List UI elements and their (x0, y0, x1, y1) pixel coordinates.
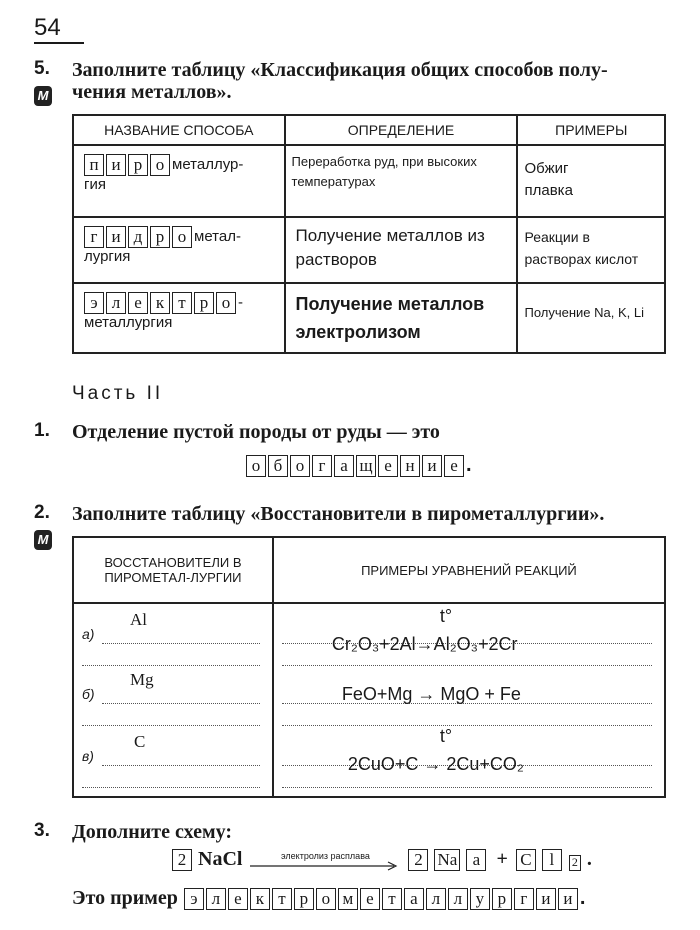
letter-box[interactable]: о (246, 455, 266, 477)
letter-box[interactable]: о (216, 292, 236, 314)
definition-cell[interactable]: Переработка руд, при высоких температурах (285, 145, 518, 217)
metals-methods-table (72, 114, 666, 354)
part2-title: Часть II (72, 383, 164, 404)
header-method-name: НАЗВАНИЕ СПОСОБА (73, 115, 285, 145)
header-reducers: ВОССТАНОВИТЕЛИ В ПИРОМЕТАЛ-ЛУРГИИ (73, 537, 273, 603)
equation[interactable]: FeO+Mg → MgO + Fe (341, 684, 521, 704)
answer-line (82, 644, 260, 666)
coefficient-box[interactable]: 2 (172, 849, 192, 871)
reducer-value[interactable]: Mg (130, 670, 154, 689)
letter-box[interactable]: и (536, 888, 556, 910)
letter-box[interactable]: э (184, 888, 204, 910)
letter-box[interactable]: м (338, 888, 358, 910)
task1-period: . (466, 454, 472, 476)
letter-box[interactable]: р (294, 888, 314, 910)
task2-text: Заполните таблицу «Восстановители в пирометаллургии». (72, 503, 605, 525)
task3-number: 3. (34, 820, 50, 841)
task5-text-line2: чения металлов». (72, 81, 232, 103)
letter-box[interactable]: Na (434, 849, 460, 871)
letter-box[interactable]: р (492, 888, 512, 910)
answer-line (282, 704, 652, 726)
letter-box[interactable]: д (128, 226, 148, 248)
reducers-cell (73, 603, 273, 797)
answer-line (282, 766, 652, 788)
letter-box[interactable]: р (128, 154, 148, 176)
letter-box[interactable]: а (404, 888, 424, 910)
method-cell (73, 283, 285, 353)
answer-line (102, 622, 260, 644)
reducer-row (82, 670, 264, 730)
equation-row (282, 670, 656, 730)
letter-box[interactable]: е (228, 888, 248, 910)
reaction-scheme (172, 848, 592, 871)
row-letter: в) (82, 748, 94, 764)
reducers-table (72, 536, 666, 798)
letter-box[interactable]: a (466, 849, 486, 871)
reducer-value[interactable]: C (134, 732, 146, 751)
table-row (73, 145, 665, 217)
letter-box[interactable]: и (106, 226, 126, 248)
answer-line (102, 744, 260, 766)
letter-box[interactable]: р (150, 226, 170, 248)
method-suffix: металлур- (172, 155, 244, 173)
arrow-label: электролиз расплава (281, 851, 370, 861)
letter-box[interactable]: и (558, 888, 578, 910)
letter-box[interactable]: о (150, 154, 170, 176)
header-examples: ПРИМЕРЫ (517, 115, 665, 145)
definition-cell[interactable]: Получение металлов электролизом (285, 283, 518, 353)
letter-box[interactable]: л (106, 292, 126, 314)
letter-box[interactable]: т (272, 888, 292, 910)
method-cell (73, 217, 285, 283)
example-cell[interactable]: Реакции в растворах кислот (517, 217, 665, 283)
letter-box[interactable]: к (150, 292, 170, 314)
reaction-arrow (250, 851, 400, 871)
page-number: 54 (34, 14, 61, 41)
reducer-row (82, 610, 264, 670)
example-line (72, 886, 585, 910)
task2-number: 2. (34, 502, 50, 523)
letter-box[interactable]: е (444, 455, 464, 477)
table-row (73, 603, 665, 797)
method-suffix: - (238, 293, 243, 311)
letter-box[interactable]: C (516, 849, 536, 871)
temperature-mark: t° (439, 606, 453, 626)
letter-box[interactable]: и (106, 154, 126, 176)
letter-box[interactable]: р (194, 292, 214, 314)
row-letter: б) (82, 686, 95, 702)
letter-box[interactable]: щ (356, 455, 376, 477)
letter-box[interactable]: л (426, 888, 446, 910)
letter-box[interactable]: э (84, 292, 104, 314)
example-period: . (579, 887, 586, 909)
equation[interactable]: Cr₂O₃+2Al→Al₂O₃+2Cr (331, 634, 518, 654)
task5-m-badge: М (34, 86, 52, 106)
letter-box[interactable]: б (268, 455, 288, 477)
reactant: NaCl (198, 848, 243, 870)
method-suffix-line2: гия (84, 176, 106, 193)
task5-number: 5. (34, 58, 50, 79)
equation-row (282, 726, 656, 790)
equation-row (282, 606, 656, 670)
letter-box[interactable]: е (360, 888, 380, 910)
letter-boxes (84, 292, 238, 314)
method-suffix: метал- (194, 227, 241, 245)
task1-text: Отделение пустой породы от руды — это (72, 421, 440, 443)
letter-box[interactable]: т (382, 888, 402, 910)
letter-box[interactable]: г (312, 455, 332, 477)
letter-boxes (84, 226, 194, 248)
table-row (73, 283, 665, 353)
letter-box[interactable]: е (378, 455, 398, 477)
letter-box[interactable]: г (514, 888, 534, 910)
letter-box[interactable]: а (334, 455, 354, 477)
answer-line (82, 766, 260, 788)
letter-boxes (184, 888, 580, 910)
table-row (73, 217, 665, 283)
example-label: Это пример (72, 887, 178, 909)
answer-line (282, 644, 652, 666)
letter-box[interactable]: л (206, 888, 226, 910)
letter-box[interactable]: к (250, 888, 270, 910)
task5-text-line1: Заполните таблицу «Классификация общих способов полу- (72, 59, 608, 81)
letter-box[interactable]: l (542, 849, 562, 871)
equation[interactable]: 2CuO+C → 2Cu+CO₂ (347, 754, 524, 774)
method-suffix-line2: лургия (84, 248, 131, 265)
task1-answer (246, 454, 472, 477)
letter-box[interactable]: е (128, 292, 148, 314)
letter-box[interactable]: г (84, 226, 104, 248)
row-letter: а) (82, 626, 95, 642)
example-cell[interactable]: Получение Na, K, Li (517, 283, 665, 353)
letter-boxes (84, 154, 172, 176)
letter-box[interactable]: п (84, 154, 104, 176)
reducer-value[interactable]: Al (130, 610, 147, 629)
letter-box[interactable]: о (290, 455, 310, 477)
letter-box[interactable]: л (448, 888, 468, 910)
letter-box[interactable]: о (316, 888, 336, 910)
arrow-icon (250, 861, 400, 871)
letter-boxes (246, 455, 466, 477)
temperature-mark: t° (439, 726, 453, 746)
task1-number: 1. (34, 420, 50, 441)
header-definition: ОПРЕДЕЛЕНИЕ (285, 115, 518, 145)
letter-box[interactable]: т (172, 292, 192, 314)
scheme-period: . (586, 848, 592, 870)
method-suffix-line2: металлургия (84, 314, 173, 331)
task2-m-badge: М (34, 530, 52, 550)
example-text: Обжиг плавка (524, 160, 573, 199)
letter-box[interactable]: н (400, 455, 420, 477)
letter-box[interactable]: у (470, 888, 490, 910)
index-box[interactable]: 2 (569, 855, 581, 871)
letter-box[interactable]: о (172, 226, 192, 248)
answer-line (102, 682, 260, 704)
header-equations: ПРИМЕРЫ УРАВНЕНИЙ РЕАКЦИЙ (273, 537, 665, 603)
definition-cell[interactable]: Получение металлов из растворов (285, 217, 518, 283)
example-cell[interactable] (517, 145, 665, 217)
plus-sign: + (496, 848, 508, 870)
equations-cell (273, 603, 665, 797)
letter-box[interactable]: и (422, 455, 442, 477)
task3-text: Дополните схему: (72, 821, 232, 843)
page-number-underline (34, 42, 84, 44)
method-cell (73, 145, 285, 217)
answer-line (82, 704, 260, 726)
reducer-row (82, 730, 264, 790)
coefficient-box[interactable]: 2 (408, 849, 428, 871)
